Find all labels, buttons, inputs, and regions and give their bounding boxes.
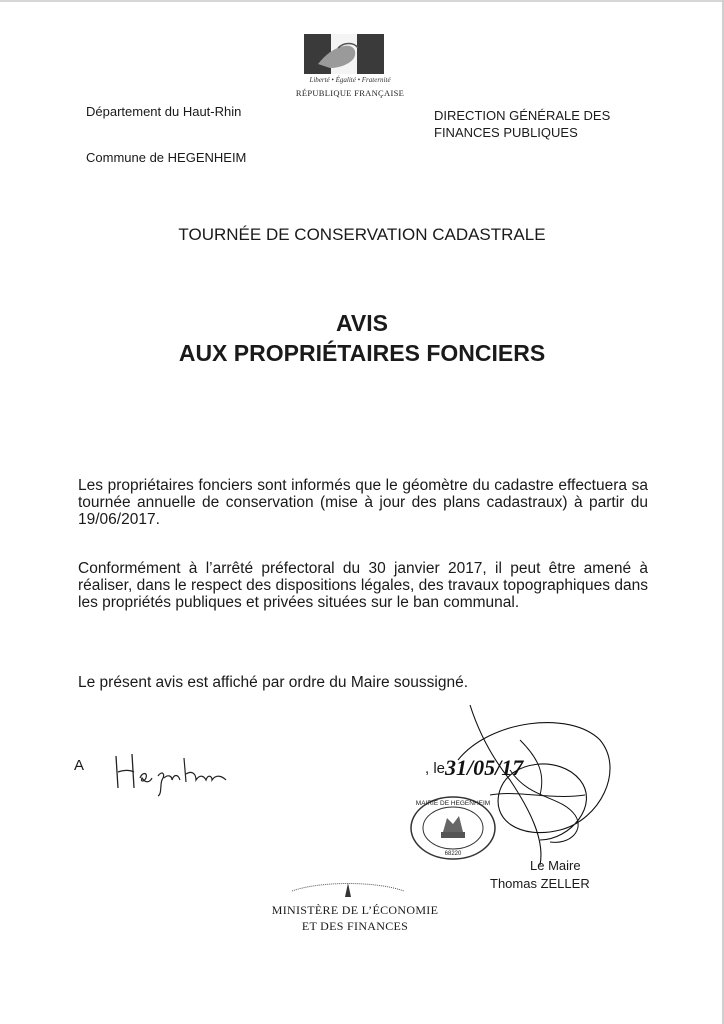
- republic-name: RÉPUBLIQUE FRANÇAISE: [295, 88, 405, 98]
- direction-label: [434, 107, 634, 141]
- mayor-title: Le Maire: [530, 858, 581, 873]
- scan-top-edge: [0, 0, 724, 2]
- paragraph-arrete: Conformément à l’arrêté préfectoral du 30 janvier 2017, il peut être amené à réaliser, dans le respect des dispositions légales, des travaux topographiques dans les propriétés publiques et privées situées sur le ban communal.: [78, 560, 648, 611]
- ministry-line-1: MINISTÈRE DE L’ÉCONOMIE: [271, 903, 439, 917]
- ministry-logo-icon: [290, 877, 406, 901]
- mayor-name: Thomas ZELLER: [490, 876, 590, 891]
- handwritten-place-icon: [112, 748, 232, 798]
- mairie-stamp-icon: [405, 792, 505, 862]
- place-prefix: A: [74, 757, 85, 774]
- avis-subheading: AUX PROPRIÉTAIRES FONCIERS: [178, 340, 546, 366]
- handwritten-date: 31/05/17: [445, 755, 524, 780]
- direction-line-1: DIRECTION GÉNÉRALE DES: [434, 108, 611, 123]
- avis-heading: AVIS: [336, 310, 388, 336]
- paragraph-affichage: Le présent avis est affiché par ordre du Maire soussigné.: [78, 674, 469, 691]
- svg-text:68220: 68220: [444, 851, 462, 857]
- marianne-logo-icon: [304, 34, 384, 74]
- paragraph-announcement: Les propriétaires fonciers sont informés que le géomètre du cadastre effectuera sa tournée annuelle de conservation (mise à jour des plans cadastraux) à partir du 19/06/2017.: [78, 477, 648, 528]
- date-prefix: , le: [425, 760, 446, 777]
- republic-motto: Liberté • Égalité • Fraternité: [309, 76, 391, 84]
- svg-text:MAIRIE DE HEGENHEIM: MAIRIE DE HEGENHEIM: [415, 800, 491, 807]
- direction-line-2: FINANCES PUBLIQUES: [434, 125, 578, 140]
- commune-label: Commune de HEGENHEIM: [86, 150, 247, 165]
- departement-label: Département du Haut-Rhin: [86, 104, 242, 119]
- document-title: TOURNÉE DE CONSERVATION CADASTRALE: [178, 225, 546, 244]
- ministry-line-2: ET DES FINANCES: [301, 919, 409, 933]
